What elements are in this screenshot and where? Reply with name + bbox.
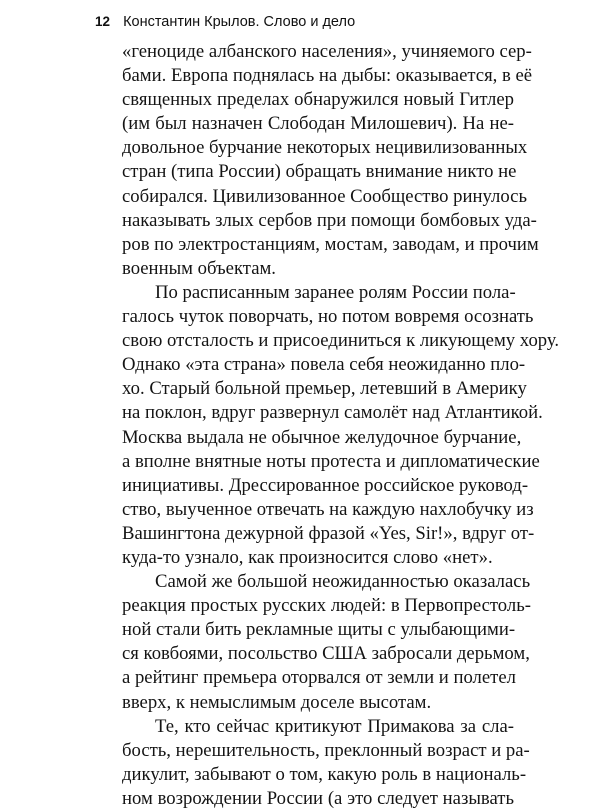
text-line: «геноциде албанского населения», учиняемого сер- (122, 41, 532, 62)
text-line: Самой же большой неожиданностью оказалась (155, 571, 531, 593)
text-line: вверх, к немыслимым доселе высотам. (122, 691, 432, 713)
text-line: ров по электростанциям, мостам, заводам, и прочим (122, 233, 539, 255)
text-line: стран (типа России) обращать внимание никто не (122, 161, 517, 183)
running-header (95, 14, 355, 30)
text-line: собирался. Цивилизованное Сообщество ринулось (122, 185, 527, 207)
text-line: Однако «эта страна» повела себя неожиданно пло- (122, 354, 526, 376)
text-line: Вашингтона дежурной фразой «Yes, Sir!», вдруг от- (122, 522, 535, 544)
text-line: бость, нерешительность, преклонный возраст и ра- (122, 739, 530, 761)
body-text (122, 40, 560, 811)
text-line: инициативы. Дрессированное российское руковод- (122, 474, 529, 496)
text-line: а рейтинг премьера оторвался от земли и полетел (122, 667, 516, 689)
text-line: реакция простых русских людей: в Первопрестоль- (122, 595, 531, 617)
text-line: ном возрождении России (а это следует называть (122, 787, 514, 809)
text-line: галось чуток поворчать, но потом вовремя осознать (122, 306, 534, 328)
page-number: 12 (95, 14, 111, 29)
text-line: священных пределах обнаружился новый Гитлер (122, 89, 514, 111)
text-line: свою отсталость и присоединиться к ликующему хору. (122, 330, 560, 352)
text-line: Те, кто сейчас критикуют Примакова за сла- (155, 715, 514, 737)
text-line: Москва выдала не обычное желудочное бурчание, (122, 426, 522, 448)
text-line: (им был назначен Слободан Милошевич). На не- (122, 113, 514, 135)
text-line: военным объектам. (122, 257, 276, 279)
text-line: ной стали бить рекламные щиты с улыбающими- (122, 619, 516, 641)
text-line: а вполне внятные ноты протеста и дипломатические (122, 450, 540, 472)
text-line: хо. Старый больной премьер, летевший в Америку (122, 378, 527, 400)
text-line: ся ковбоями, посольство США забросали дерьмом, (122, 643, 530, 665)
text-line: наказывать злых сербов при помощи бомбовых уда- (122, 209, 537, 231)
text-line: бами. Европа поднялась на дыбы: оказывается, в её (122, 65, 533, 87)
text-line: дикулит, забывают о том, какую роль в националь- (122, 763, 527, 785)
text-line: По расписанным заранее ролям России пола- (155, 281, 516, 303)
text-line: ство, выученное отвечать на каждую нахлобучку из (122, 498, 534, 520)
text-line: на поклон, вдруг развернул самолёт над Атлантикой. (122, 402, 543, 424)
text-line: довольное бурчание некоторых нецивилизованных (122, 137, 528, 159)
text-line: куда-то узнало, как произносится слово «нет». (122, 546, 493, 568)
running-title: Константин Крылов. Слово и дело (123, 14, 356, 30)
